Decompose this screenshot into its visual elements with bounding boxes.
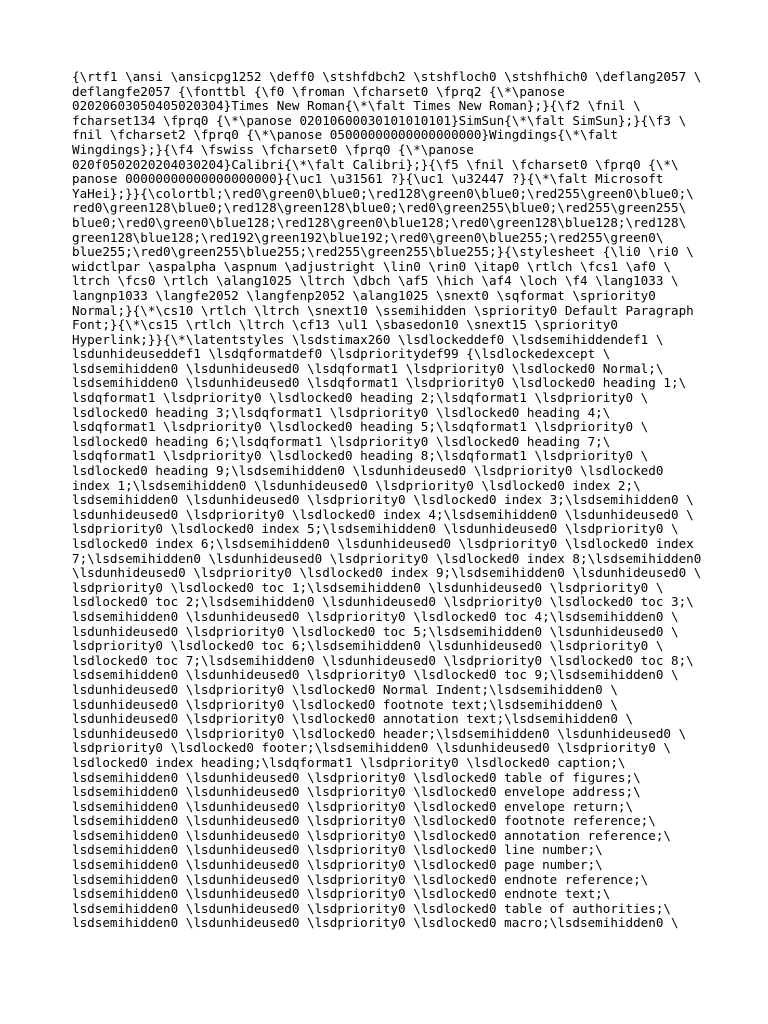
text-line: lsdlocked0 index heading;\lsdqformat1 \lsdpriority0 \lsdlocked0 caption;\ [72, 754, 626, 770]
text-line: lsdsemihidden0 \lsdunhideused0 \lsdpriority0 \lsdlocked0 table of figures;\ [72, 769, 641, 785]
text-line: lsdqformat1 \lsdpriority0 \lsdlocked0 heading 2;\lsdqformat1 \lsdpriority0 \ [72, 390, 649, 406]
text-line: \lsdunhideused0 \lsdpriority0 \lsdlocked0 index 9;\lsdsemihidden0 \lsdunhideused0 \ [72, 565, 702, 581]
text-line: index 1;\lsdsemihidden0 \lsdunhideused0 \lsdpriority0 \lsdlocked0 index 2;\ [72, 477, 641, 493]
text-line: lsdsemihidden0 \lsdunhideused0 \lsdpriority0 \lsdlocked0 macro;\lsdsemihidden0 \ [72, 915, 679, 931]
text-line: lsdsemihidden0 \lsdunhideused0 \lsdpriority0 \lsdlocked0 footnote reference;\ [72, 813, 656, 829]
text-line: ltrch \fcs0 \rtlch \alang1025 \ltrch \dbch \af5 \hich \af4 \loch \f4 \lang1033 \ [72, 273, 679, 289]
text-line: lsdsemihidden0 \lsdunhideused0 \lsdpriority0 \lsdlocked0 endnote reference;\ [72, 871, 649, 887]
text-line: lsdunhideused0 \lsdpriority0 \lsdlocked0 annotation text;\lsdsemihidden0 \ [72, 711, 634, 727]
text-line: lsdsemihidden0 \lsdunhideused0 \lsdpriority0 \lsdlocked0 toc 9;\lsdsemihidden0 \ [72, 667, 679, 683]
text-line: lsdlocked0 heading 3;\lsdqformat1 \lsdpriority0 \lsdlocked0 heading 4;\ [72, 404, 611, 420]
text-line: lsdunhideuseddef1 \lsdqformatdef0 \lsdprioritydef99 {\lsdlockedexcept \ [72, 346, 611, 362]
text-line: lsdpriority0 \lsdlocked0 toc 6;\lsdsemihidden0 \lsdunhideused0 \lsdpriority0 \ [72, 638, 664, 654]
text-line: lsdqformat1 \lsdpriority0 \lsdlocked0 heading 5;\lsdqformat1 \lsdpriority0 \ [72, 419, 649, 435]
text-line: fnil \fcharset2 \fprq0 {\*\panose 05000000000000000000}Wingdings{\*\falt [72, 127, 618, 143]
text-line: lsdsemihidden0 \lsdunhideused0 \lsdpriority0 \lsdlocked0 toc 4;\lsdsemihidden0 \ [72, 608, 679, 624]
text-line: 7;\lsdsemihidden0 \lsdunhideused0 \lsdpriority0 \lsdlocked0 index 8;\lsdsemihidden0 [72, 550, 702, 566]
text-line: lsdlocked0 index 6;\lsdsemihidden0 \lsdunhideused0 \lsdpriority0 \lsdlocked0 index [72, 536, 694, 551]
text-line: lsdsemihidden0 \lsdunhideused0 \lsdpriority0 \lsdlocked0 page number;\ [72, 857, 603, 873]
text-line: lsdpriority0 \lsdlocked0 index 5;\lsdsemihidden0 \lsdunhideused0 \lsdpriority0 \ [72, 521, 679, 537]
text-line: lsdlocked0 toc 7;\lsdsemihidden0 \lsdunhideused0 \lsdpriority0 \lsdlocked0 toc 8;\ [72, 652, 694, 668]
text-line: lsdsemihidden0 \lsdunhideused0 \lsdpriority0 \lsdlocked0 envelope return;\ [72, 798, 634, 814]
text-line: lsdunhideused0 \lsdpriority0 \lsdlocked0 Normal Indent;\lsdsemihidden0 \ [72, 681, 618, 697]
text-line: red0\green128\blue0;\red128\green128\blue0;\red0\green255\blue0;\red255\green255\ [72, 200, 687, 216]
text-line: 02020603050405020304}Times New Roman{\*\falt Times New Roman};}{\f2 \fnil \ [72, 98, 641, 114]
text-line: Hyperlink;}}{\*\latentstyles \lsdstimax260 \lsdlockeddef0 \lsdsemihiddendef1 \ [72, 331, 664, 347]
text-line: lsdlocked0 toc 2;\lsdsemihidden0 \lsdunhideused0 \lsdpriority0 \lsdlocked0 toc 3;\ [72, 594, 694, 610]
text-line: lsdsemihidden0 \lsdunhideused0 \lsdpriority0 \lsdlocked0 envelope address;\ [72, 784, 641, 800]
text-line: lsdqformat1 \lsdpriority0 \lsdlocked0 heading 8;\lsdqformat1 \lsdpriority0 \ [72, 448, 649, 464]
text-line: lsdpriority0 \lsdlocked0 toc 1;\lsdsemihidden0 \lsdunhideused0 \lsdpriority0 \ [72, 579, 664, 595]
text-line: Normal;}{\*\cs10 \rtlch \ltrch \snext10 \ssemihidden \spriority0 Default Paragraph [72, 302, 694, 318]
text-line: deflangfe2057 {\fonttbl {\f0 \froman \fcharset0 \fprq2 {\*\panose [72, 83, 565, 99]
text-line: Font;}{\*\cs15 \rtlch \ltrch \cf13 \ul1 \sbasedon10 \snext15 \spriority0 [72, 317, 618, 333]
text-line: YaHei};}}{\colortbl;\red0\green0\blue0;\red128\green0\blue0;\red255\green0\blue0;\ [72, 185, 694, 201]
rtf-source-text [72, 70, 748, 931]
text-line: lsdsemihidden0 \lsdunhideused0 \lsdqformat1 \lsdpriority0 \lsdlocked0 Normal;\ [72, 360, 664, 376]
text-line: lsdunhideused0 \lsdpriority0 \lsdlocked0 header;\lsdsemihidden0 \lsdunhideused0 \ [72, 725, 687, 741]
text-line: langnp1033 \langfe2052 \langfenp2052 \alang1025 \snext0 \sqformat \spriority0 [72, 287, 656, 303]
text-line: lsdsemihidden0 \lsdunhideused0 \lsdqformat1 \lsdpriority0 \lsdlocked0 heading 1;\ [72, 375, 687, 391]
text-line: lsdunhideused0 \lsdpriority0 \lsdlocked0 toc 5;\lsdsemihidden0 \lsdunhideused0 \ [72, 623, 679, 639]
text-line: blue0;\red0\green0\blue128;\red128\green0\blue128;\red0\green128\blue128;\red128\ [72, 214, 687, 230]
text-line: Wingdings};}{\f4 \fswiss \fcharset0 \fprq0 {\*\panose [72, 141, 474, 157]
text-line: lsdsemihidden0 \lsdunhideused0 \lsdpriority0 \lsdlocked0 line number;\ [72, 842, 603, 858]
text-line: green128\blue128;\red192\green192\blue192;\red0\green0\blue255;\red255\green0\ [72, 229, 664, 245]
text-line: panose 00000000000000000000}{\uc1 \u31561 ?}{\uc1 \u32447 ?}{\*\falt Microsoft [72, 171, 664, 187]
text-line: lsdsemihidden0 \lsdunhideused0 \lsdpriority0 \lsdlocked0 annotation reference;\ [72, 827, 671, 843]
text-line: {\rtf1 \ansi \ansicpg1252 \deff0 \stshfdbch2 \stshfloch0 \stshfhich0 \deflang2057 \ [72, 69, 702, 84]
text-line: lsdunhideused0 \lsdpriority0 \lsdlocked0 footnote text;\lsdsemihidden0 \ [72, 696, 618, 712]
text-line: fcharset134 \fprq0 {\*\panose 02010600030101010101}SimSun{\*\falt SimSun};}{\f3 \ [72, 112, 687, 128]
text-line: widctlpar \aspalpha \aspnum \adjustright \lin0 \rin0 \itap0 \rtlch \fcs1 \af0 \ [72, 258, 671, 274]
text-line: lsdlocked0 heading 6;\lsdqformat1 \lsdpriority0 \lsdlocked0 heading 7;\ [72, 433, 611, 449]
text-line: lsdsemihidden0 \lsdunhideused0 \lsdpriority0 \lsdlocked0 endnote text;\ [72, 886, 611, 902]
text-line: 020f0502020204030204}Calibri{\*\falt Calibri};}{\f5 \fnil \fcharset0 \fprq0 {\*\ [72, 156, 679, 172]
text-line: lsdunhideused0 \lsdpriority0 \lsdlocked0 index 4;\lsdsemihidden0 \lsdunhideused0 \ [72, 506, 694, 522]
text-line: lsdlocked0 heading 9;\lsdsemihidden0 \lsdunhideused0 \lsdpriority0 \lsdlocked0 [72, 463, 664, 479]
text-line: blue255;\red0\green255\blue255;\red255\green255\blue255;}{\stylesheet {\li0 \ri0 \ [72, 244, 694, 260]
text-line: lsdsemihidden0 \lsdunhideused0 \lsdpriority0 \lsdlocked0 table of authorities;\ [72, 900, 671, 916]
text-line: lsdpriority0 \lsdlocked0 footer;\lsdsemihidden0 \lsdunhideused0 \lsdpriority0 \ [72, 740, 671, 756]
text-line: lsdsemihidden0 \lsdunhideused0 \lsdpriority0 \lsdlocked0 index 3;\lsdsemihidden0 \ [72, 492, 694, 508]
